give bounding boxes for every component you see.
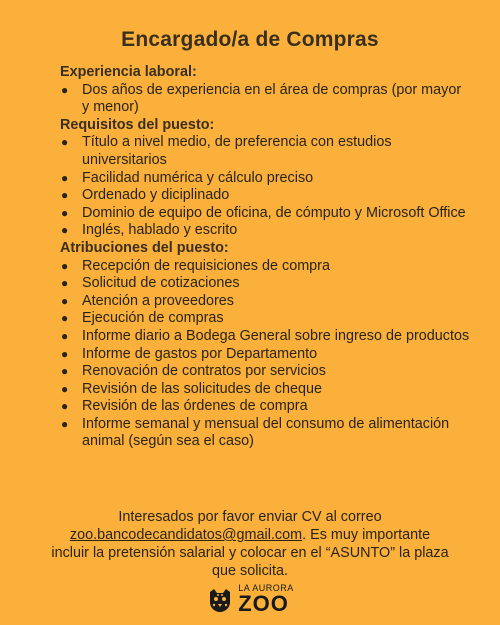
experience-list: [60, 82, 470, 117]
logo-small-text: LA AURORA: [238, 583, 294, 593]
list-item: ● Dos años de experiencia en el área de compras (por mayor y menor): [60, 82, 470, 117]
list-item: ● Informe diario a Bodega General sobre ingreso de productos: [60, 328, 470, 346]
zoo-logo: [0, 584, 500, 615]
list-item: ● Revisión de las solicitudes de cheque: [60, 381, 470, 399]
experience-heading: Experiencia laboral:: [60, 64, 197, 80]
email-link[interactable]: zoo.bancodecandidatos@gmail.com: [69, 527, 303, 543]
list-item: ● Título a nivel medio, de preferencia con estudios universitarios: [60, 134, 470, 169]
duties-list: [60, 258, 470, 452]
list-item: ● Ejecución de compras: [60, 310, 470, 328]
jaguar-head-icon: [206, 586, 234, 614]
duties-heading: Atribuciones del puesto:: [60, 239, 229, 256]
contact-info: [50, 508, 450, 580]
contact-line2: . Es muy importante incluir la pretensión salarial y colocar en el “ASUNTO” la plaza que solicita.: [51, 527, 449, 579]
contact-line1: Interesados por favor enviar CV al correo: [118, 509, 382, 525]
logo-lockup: [206, 584, 294, 615]
logo-big-text: ZOO: [238, 591, 289, 616]
requirements-heading: Requisitos del puesto:: [60, 116, 215, 133]
list-item: ● Ordenado y diciplinado: [60, 187, 470, 205]
list-item: ● Informe semanal y mensual del consumo de alimentación animal (según sea el caso): [60, 416, 470, 451]
logo-text: [238, 584, 294, 615]
list-item: ● Facilidad numérica y cálculo preciso: [60, 170, 470, 188]
list-item: ● Recepción de requisiciones de compra: [60, 258, 470, 276]
page-title: Encargado/a de Compras: [121, 28, 379, 51]
list-item: ● Inglés, hablado y escrito: [60, 222, 470, 240]
requirements-list: [60, 134, 470, 240]
job-details: [60, 64, 470, 451]
list-item: ● Atención a proveedores: [60, 293, 470, 311]
list-item: ● Dominio de equipo de oficina, de cómputo y Microsoft Office: [60, 205, 470, 223]
list-item: ● Renovación de contratos por servicios: [60, 363, 470, 381]
list-item: ● Revisión de las órdenes de compra: [60, 398, 470, 416]
list-item: ● Solicitud de cotizaciones: [60, 275, 470, 293]
list-item: ● Informe de gastos por Departamento: [60, 346, 470, 364]
